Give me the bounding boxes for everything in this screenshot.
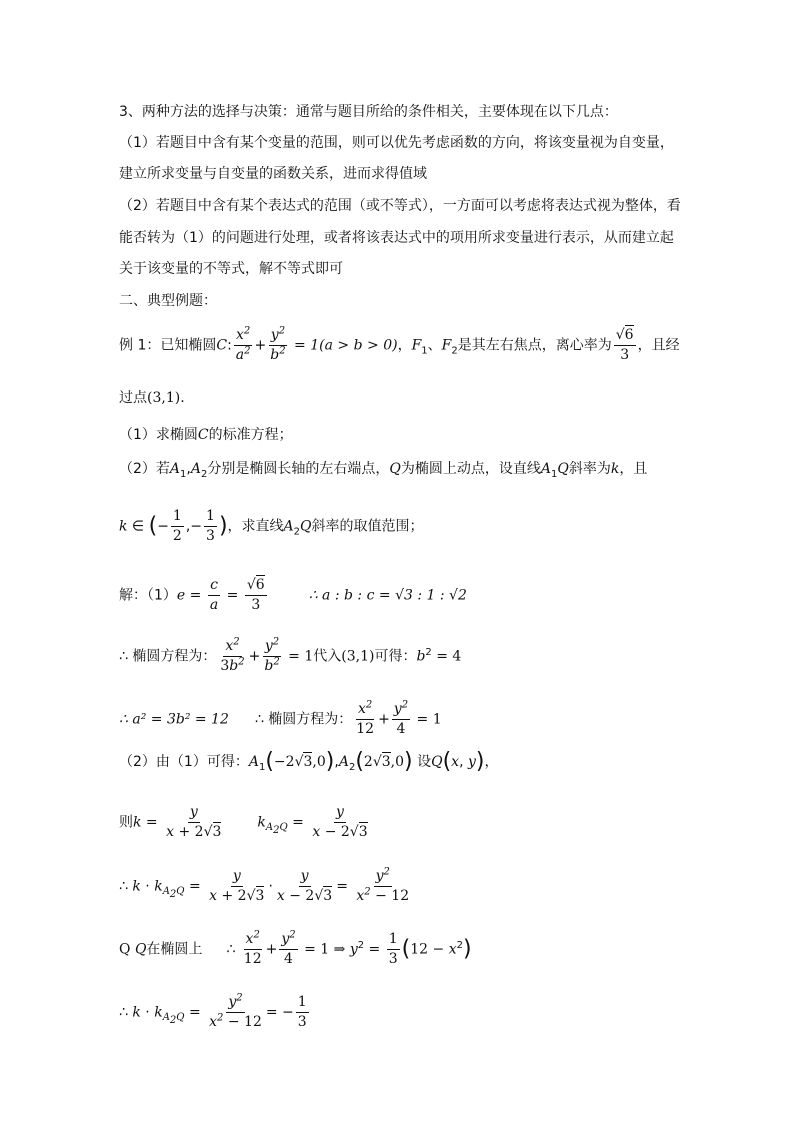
step-2-point: (3,1)	[341, 648, 375, 665]
intro-line-6: 关于该变量的不等式，解不等式即可	[119, 261, 343, 277]
given-point: (3,1).	[147, 390, 185, 406]
solution-step-6: ∴ $k \cdot k_{A_2Q}$ = $\frac{y}{x + 2√3}$ · $\frac{y}{x - 2√3}$ = $\frac{y^2}{x^2 - 12}$	[119, 866, 410, 904]
statement-tail: ，且经	[637, 337, 680, 354]
q2-prefix: （2）若	[119, 461, 170, 477]
solution-step-5: 则k = $\frac{y}{x + 2√3}$ $k_{A_2Q}$ = $\frac{y}{x - 2√3}$	[119, 804, 368, 840]
step-2-mid: 代入	[313, 648, 342, 665]
section-heading: 二、典型例题：	[119, 293, 217, 309]
intro-line-4: （2）若题目中含有某个表达式的范围（或不等式），一方面可以考虑将表达式视为整体，看	[119, 198, 681, 214]
question-2-range: k ∈ (− $\frac{1}{2}$ ,− $\frac{1}{3}$ )，求直线$A_2Q$斜率的取值范围；	[119, 508, 424, 544]
ellipse-condition: 1(a > b > 0)	[310, 337, 398, 354]
step-4-prefix: （2）由（1）可得：	[119, 754, 249, 770]
q2-text-d: 斜率为	[568, 461, 611, 477]
example-1-point	[119, 388, 185, 408]
passes-text: 过点	[119, 390, 147, 406]
step-2-result-label: 可得：	[374, 648, 417, 665]
q2-text-g: 斜率的取值范围；	[311, 518, 424, 535]
q1-suffix: 的标准方程；	[208, 427, 293, 443]
solution-label: 解：（1）	[119, 587, 177, 604]
solution-step-4: （2）由（1）可得：$A_1(-2√3,0),A_2(2√3,0)$ 设Q(x, y)，	[119, 749, 499, 774]
example-1-label: 例 1：已知椭圆	[119, 337, 217, 354]
example-1-statement: 例 1：已知椭圆C: $\frac{x^2}{a^2}$ + $\frac{y^2}{b^2}$ = 1(a > b > 0)，$F_1$、$F_2$是其左右焦点，离心率为 $\frac{√6}{3}$ ，且经	[119, 325, 680, 363]
foci-description: 是其左右焦点，离心率为	[457, 337, 612, 354]
solution-step-3: ∴ a² = 3b² = 12 ∴ 椭圆方程为： $\frac{x^2}{12}$ + $\frac{y^2}{4}$ = 1	[119, 699, 442, 737]
step-7-text: 在椭圆上	[146, 941, 203, 958]
q1-prefix: （1）求椭圆	[119, 427, 198, 443]
step-5-then: 则	[119, 814, 133, 831]
solution-step-7: Q Q在椭圆上 ∴ $\frac{x^2}{12}$ + $\frac{y^2}{4}$ = 1 ⇒ $y^2$ = $\frac{1}{3}$ $(12 - x^2)$	[119, 929, 472, 967]
q2-text-f: ，求直线	[227, 518, 284, 535]
question-1: （1）求椭圆C的标准方程；	[119, 427, 293, 443]
step-3-mid: ∴ 椭圆方程为：	[254, 711, 353, 728]
foci-separator: 、	[427, 337, 442, 354]
intro-line-3: 建立所求变量与自变量的函数关系，进而求得值域	[119, 166, 427, 182]
intro-line-1: 3、两种方法的选择与决策：通常与题目所给的条件相关，主要体现在以下几点：	[119, 104, 618, 120]
q2-text-e: ，且	[619, 461, 648, 477]
ratio-result: ∴ a : b : c = √3 : 1 : √2	[308, 587, 467, 604]
step-2-prefix: ∴ 椭圆方程为：	[119, 648, 217, 665]
question-2: （2）若$A_1,A_2$分别是椭圆长轴的左右端点，Q为椭圆上动点，设直线$A_1Q$斜率为k，且	[119, 461, 648, 480]
intro-line-2: （1）若题目中含有某个变量的范围，则可以优先考虑函数的方向，将该变量视为自变量，	[119, 135, 674, 151]
intro-line-5: 能否转为（1）的问题进行处理，或者将该表达式中的项用所求变量进行表示，从而建立起	[119, 230, 674, 246]
q2-text-c: 为椭圆上动点，设直线	[400, 461, 541, 477]
q2-text-b: 分别是椭圆长轴的左右端点，	[207, 461, 390, 477]
step-3-prefix: ∴ a² = 3b² = 12	[119, 711, 229, 728]
solution-step-8: ∴ $k \cdot k_{A_2Q}$ = $\frac{y^2}{x^2 - 12}$ = − $\frac{1}{3}$	[119, 992, 307, 1030]
solution-step-2: ∴ 椭圆方程为： $\frac{x^2}{3b^2}$ + $\frac{y^2}{b^2}$ = 1代入(3,1)可得：$b^2 = 4$	[119, 636, 462, 674]
step-4-set: 设	[417, 754, 432, 770]
solution-step-1: 解：（1）e = $\frac{c}{a}$ = $\frac{√6}{3}$ ∴ a : b : c = √3 : 1 : √2	[119, 577, 467, 613]
